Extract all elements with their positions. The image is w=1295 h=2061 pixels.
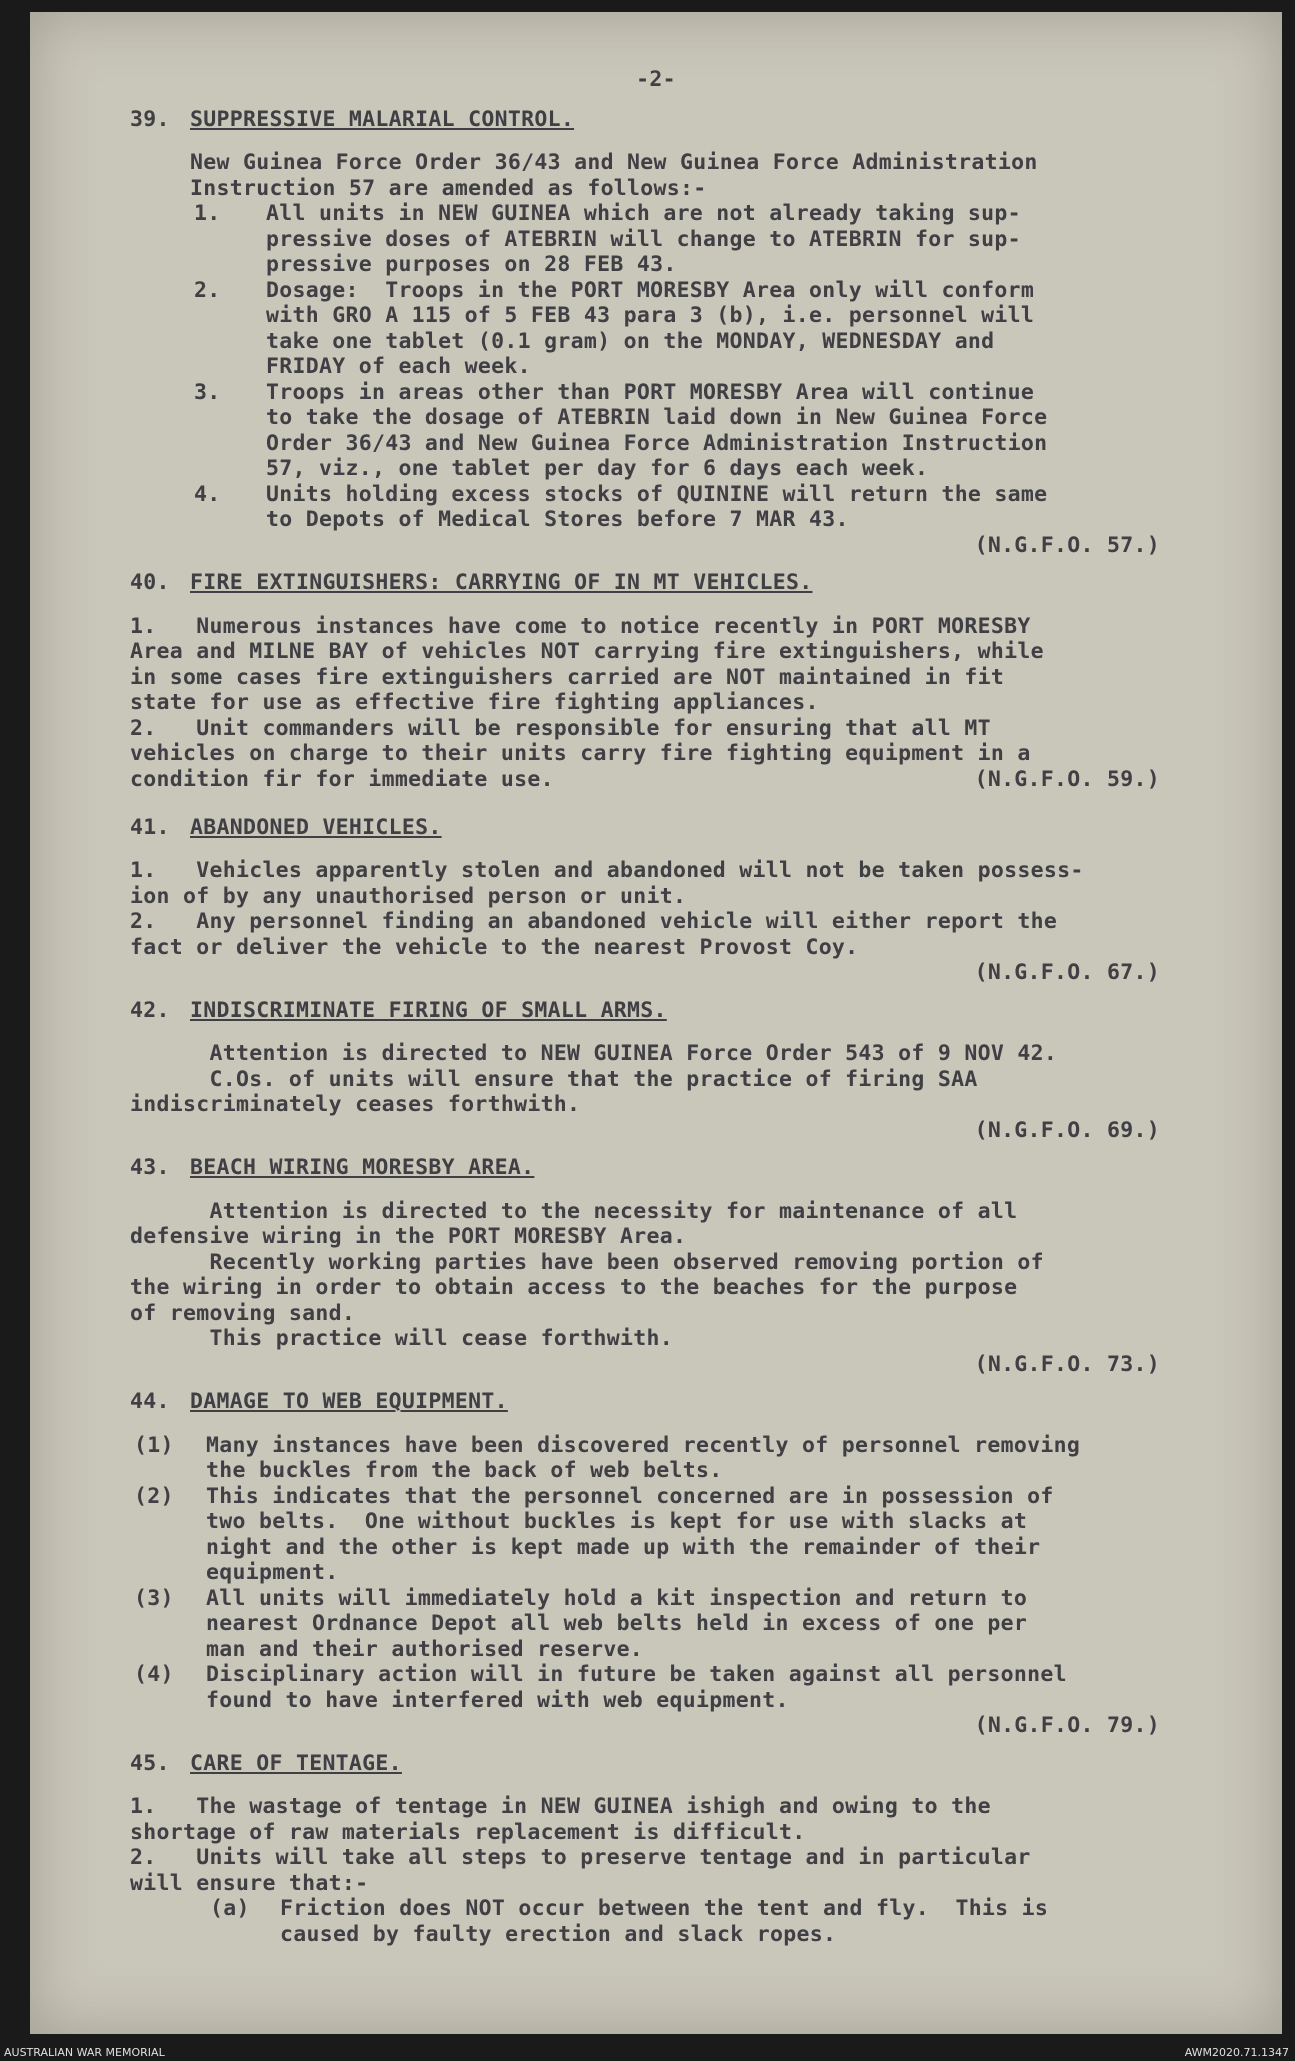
list-item: (3) All units will immediately hold a kit inspection and return to nearest Ordnance Depot all web belts held in excess of one per man and their authorised reserve.: [134, 1585, 1028, 1662]
section-45: [130, 1751, 1280, 1948]
section-41: [130, 815, 1280, 986]
paragraph: Attention is directed to NEW GUINEA Force Order 543 of 9 NOV 42. C.Os. of units will ensure that the practice of firing SAA indiscriminately ceases forthwith.: [130, 1041, 1058, 1117]
list-item: (1) Many instances have been discovered recently of personnel removing the buckles from the back of web belts.: [134, 1432, 1081, 1483]
section-title: BEACH WIRING MORESBY AREA.: [190, 1155, 535, 1180]
section-number: 44.: [130, 1389, 170, 1414]
paragraph: 1. Vehicles apparently stolen and abandoned will not be taken possess- ion of by any unauthorised person or unit.: [130, 858, 1084, 909]
section-42: [130, 998, 1280, 1144]
section-title: SUPPRESSIVE MALARIAL CONTROL.: [190, 106, 575, 132]
paragraph: 1. Numerous instances have come to notice recently in PORT MORESBY Area and MILNE BAY of vehicles NOT carrying fire extinguishers, while in some cases fire extinguishers carried are NOT maintained in fit state for use as effective fire fighting appliances.: [130, 613, 1044, 715]
page-number: -2-: [636, 67, 676, 92]
archive-footer: [0, 2042, 1295, 2061]
section-title: CARE OF TENTAGE.: [190, 1750, 402, 1776]
list-item: 4. Units holding excess stocks of QUININE will return the same to Depots of Medical Stores before 7 MAR 43.: [194, 481, 1048, 532]
list-item: (4) Disciplinary action will in future be taken against all personnel found to have interfered with web equipment.: [134, 1662, 1067, 1713]
section-title: FIRE EXTINGUISHERS: CARRYING OF IN MT VEHICLES.: [190, 570, 813, 595]
section-number: 39.: [130, 106, 170, 132]
typed-text: [130, 67, 1280, 1947]
section-intro: New Guinea Force Order 36/43 and New Guinea Force Administration Instruction 57 are amended as follows:-: [190, 150, 1038, 201]
section-number: 42.: [130, 997, 170, 1023]
section-title: INDISCRIMINATE FIRING OF SMALL ARMS.: [190, 997, 667, 1023]
list-item: 2. Dosage: Troops in the PORT MORESBY Area only will conform with GRO A 115 of 5 FEB 43 para 3 (b), i.e. personnel will take one tablet (0.1 gram) on the MONDAY, WEDNESDAY and FRIDAY of each week.: [194, 277, 1035, 379]
paragraph: Attention is directed to the necessity for maintenance of all defensive wiring in the PORT MORESBY Area. Recently working parties have been observed removing portion of the wiring in order to obtain access to the beaches for the purpose of removing sand. This practice will cease forthwith.: [130, 1198, 1044, 1351]
paragraph: 2. Unit commanders will be responsible for ensuring that all MT vehicles on charge to their units carry fire fighting equipment in a condition fir for immediate use.: [130, 715, 1031, 792]
reference: (N.G.F.O. 59.): [974, 767, 1160, 792]
footer-catalogue-id: AWM2020.71.1347: [1184, 2046, 1289, 2059]
list-item: (a) Friction does NOT occur between the tent and fly. This is caused by faulty erection and slack ropes.: [210, 1896, 1049, 1947]
reference: (N.G.F.O. 67.): [974, 960, 1160, 985]
reference: (N.G.F.O. 73.): [974, 1351, 1160, 1377]
list-item: 3. Troops in areas other than PORT MORESBY Area will continue to take the dosage of ATEBRIN laid down in New Guinea Force Order 36/43 and New Guinea Force Administration Instruction 57, viz., one tablet per day for 6 days each week.: [194, 379, 1048, 481]
reference: (N.G.F.O. 69.): [974, 1117, 1160, 1143]
list-item: 1. All units in NEW GUINEA which are not already taking sup- pressive doses of ATEBRIN will change to ATEBRIN for sup- pressive purposes on 28 FEB 43.: [194, 201, 1021, 277]
section-43: [130, 1155, 1280, 1377]
section-title: ABANDONED VEHICLES.: [190, 814, 442, 840]
paragraph: 2. Any personnel finding an abandoned vehicle will either report the fact or deliver the vehicle to the nearest Provost Coy.: [130, 909, 1058, 960]
section-number: 41.: [130, 814, 170, 840]
list-item: (2) This indicates that the personnel concerned are in possession of two belts. One without buckles is kept for use with slacks at night and the other is kept made up with the remainder of their equipment.: [134, 1483, 1054, 1585]
footer-institution: AUSTRALIAN WAR MEMORIAL: [4, 2046, 165, 2059]
section-number: 45.: [130, 1750, 170, 1776]
paragraph: 2. Units will take all steps to preserve tentage and in particular will ensure that:-: [130, 1845, 1031, 1896]
section-40: [130, 570, 1280, 793]
section-39: [130, 107, 1280, 559]
section-44: [130, 1389, 1280, 1739]
document-page: [30, 12, 1282, 2034]
reference: (N.G.F.O. 79.): [974, 1713, 1160, 1738]
section-number: 40.: [130, 570, 170, 595]
section-number: 43.: [130, 1155, 170, 1180]
reference: (N.G.F.O. 57.): [974, 532, 1160, 558]
paragraph: 1. The wastage of tentage in NEW GUINEA ishigh and owing to the shortage of raw materials replacement is difficult.: [130, 1794, 991, 1845]
section-title: DAMAGE TO WEB EQUIPMENT.: [190, 1389, 508, 1414]
